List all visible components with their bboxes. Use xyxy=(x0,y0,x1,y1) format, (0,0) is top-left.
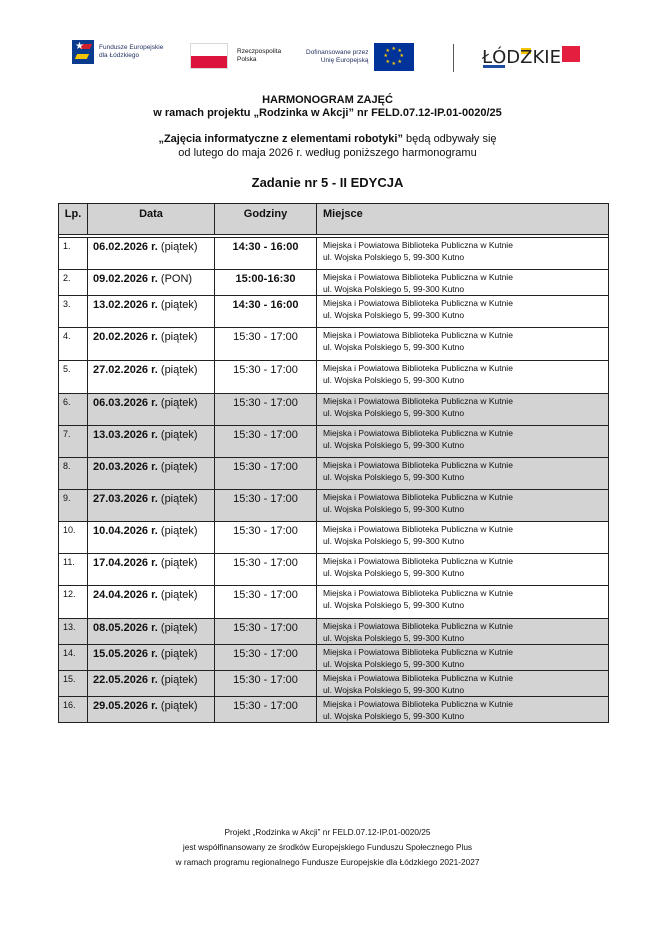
row-day: (piątek) xyxy=(160,461,198,473)
row-place-line2: ul. Wojska Polskiego 5, 99-300 Kutno xyxy=(323,685,465,695)
project-line: w ramach projektu „Rodzinka w Akcji” nr FELD.07.12-IP.01-0020/25 xyxy=(153,107,502,119)
row-place-line2: ul. Wojska Polskiego 5, 99-300 Kutno xyxy=(323,659,465,669)
row-date-cell xyxy=(88,522,215,554)
lodzkie-logo xyxy=(0,0,655,80)
row-date: 08.05.2026 r. xyxy=(93,622,158,634)
row-day: (piątek) xyxy=(160,241,198,253)
row-date-cell xyxy=(88,361,215,394)
row-hours: 15:30 - 17:00 xyxy=(215,426,317,458)
row-date: 24.04.2026 r. xyxy=(93,589,158,601)
row-number: 11. xyxy=(59,554,88,586)
row-place-line1: Miejska i Powiatowa Biblioteka Publiczna w Kutnie xyxy=(323,396,513,406)
row-place-line2: ul. Wojska Polskiego 5, 99-300 Kutno xyxy=(323,536,465,546)
footer-line3: w ramach programu regionalnego Fundusze Europejskie dla Łódzkiego 2021-2027 xyxy=(175,857,480,867)
row-number: 16. xyxy=(59,697,88,723)
row-date-cell xyxy=(88,697,215,723)
column-header-date: Data xyxy=(88,204,215,235)
row-place-line2: ul. Wojska Polskiego 5, 99-300 Kutno xyxy=(323,633,465,643)
column-header-place: Miejsce xyxy=(317,204,609,235)
row-place-line1: Miejska i Powiatowa Biblioteka Publiczna w Kutnie xyxy=(323,524,513,534)
row-place-line2: ul. Wojska Polskiego 5, 99-300 Kutno xyxy=(323,375,465,385)
row-hours: 15:30 - 17:00 xyxy=(215,619,317,645)
rp-logo-line1: Rzeczpospolita xyxy=(237,48,282,55)
row-day: (piątek) xyxy=(160,397,198,409)
row-day: (PON) xyxy=(160,273,193,285)
row-date: 20.02.2026 r. xyxy=(93,331,158,343)
row-day: (piątek) xyxy=(160,622,198,634)
row-date-cell xyxy=(88,270,215,296)
footer-line1: Projekt „Rodzinka w Akcji” nr FELD.07.12-IP.01-0020/25 xyxy=(224,827,431,837)
row-day: (piątek) xyxy=(160,557,198,569)
table-row xyxy=(59,697,609,723)
row-hours: 15:00-16:30 xyxy=(215,270,317,296)
row-day: (piątek) xyxy=(160,429,198,441)
row-place xyxy=(317,490,609,522)
row-place-line1: Miejska i Powiatowa Biblioteka Publiczna w Kutnie xyxy=(323,298,513,308)
table-header xyxy=(59,204,609,235)
row-day: (piątek) xyxy=(160,299,198,311)
row-place-line1: Miejska i Powiatowa Biblioteka Publiczna w Kutnie xyxy=(323,621,513,631)
row-place xyxy=(317,426,609,458)
table-row xyxy=(59,458,609,490)
table-row xyxy=(59,586,609,619)
table-row xyxy=(59,554,609,586)
row-date: 13.03.2026 r. xyxy=(93,429,158,441)
schedule-table xyxy=(58,203,609,723)
row-place xyxy=(317,394,609,426)
row-date: 06.03.2026 r. xyxy=(93,397,158,409)
row-number: 9. xyxy=(59,490,88,522)
column-header-lp: Lp. xyxy=(59,204,88,235)
row-place-line2: ul. Wojska Polskiego 5, 99-300 Kutno xyxy=(323,472,465,482)
table-row xyxy=(59,490,609,522)
row-hours: 15:30 - 17:00 xyxy=(215,394,317,426)
row-hours: 14:30 - 16:00 xyxy=(215,238,317,270)
row-number: 10. xyxy=(59,522,88,554)
row-place xyxy=(317,328,609,361)
row-number: 15. xyxy=(59,671,88,697)
row-place xyxy=(317,238,609,270)
row-number: 4. xyxy=(59,328,88,361)
fe-emblem-icon: ★ xyxy=(72,40,94,64)
row-hours: 14:30 - 16:00 xyxy=(215,296,317,328)
row-number: 13. xyxy=(59,619,88,645)
row-date-cell xyxy=(88,238,215,270)
row-place xyxy=(317,697,609,723)
task-title: Zadanie nr 5 - II EDYCJA xyxy=(251,175,404,190)
row-place-line1: Miejska i Powiatowa Biblioteka Publiczna w Kutnie xyxy=(323,699,513,709)
row-place-line1: Miejska i Powiatowa Biblioteka Publiczna w Kutnie xyxy=(323,330,513,340)
row-date: 10.04.2026 r. xyxy=(93,525,158,537)
row-place-line2: ul. Wojska Polskiego 5, 99-300 Kutno xyxy=(323,252,465,262)
row-place xyxy=(317,361,609,394)
row-day: (piątek) xyxy=(160,589,198,601)
row-number: 5. xyxy=(59,361,88,394)
row-number: 12. xyxy=(59,586,88,619)
row-place-line1: Miejska i Powiatowa Biblioteka Publiczna w Kutnie xyxy=(323,428,513,438)
row-hours: 15:30 - 17:00 xyxy=(215,586,317,619)
row-day: (piątek) xyxy=(160,525,198,537)
rp-logo-line2: Polska xyxy=(237,56,257,63)
row-date-cell xyxy=(88,296,215,328)
table-row xyxy=(59,522,609,554)
document-title: HARMONOGRAM ZAJĘĆ xyxy=(262,94,393,106)
row-day: (piątek) xyxy=(160,674,198,686)
row-place-line1: Miejska i Powiatowa Biblioteka Publiczna w Kutnie xyxy=(323,588,513,598)
row-place xyxy=(317,458,609,490)
row-date: 17.04.2026 r. xyxy=(93,557,158,569)
row-place xyxy=(317,522,609,554)
row-hours: 15:30 - 17:00 xyxy=(215,490,317,522)
row-place-line2: ul. Wojska Polskiego 5, 99-300 Kutno xyxy=(323,310,465,320)
row-day: (piątek) xyxy=(160,648,198,660)
row-date-cell xyxy=(88,671,215,697)
table-row xyxy=(59,645,609,671)
row-hours: 15:30 - 17:00 xyxy=(215,328,317,361)
row-place-line1: Miejska i Powiatowa Biblioteka Publiczna w Kutnie xyxy=(323,647,513,657)
row-date: 29.05.2026 r. xyxy=(93,700,158,712)
footer-line2: jest współfinansowany ze środków Europejskiego Funduszu Społecznego Plus xyxy=(182,842,473,852)
table-row xyxy=(59,394,609,426)
table-row xyxy=(59,238,609,270)
row-date-cell xyxy=(88,619,215,645)
lodzkie-red-square-icon xyxy=(562,46,580,62)
row-hours: 15:30 - 17:00 xyxy=(215,671,317,697)
row-place-line2: ul. Wojska Polskiego 5, 99-300 Kutno xyxy=(323,568,465,578)
row-place-line2: ul. Wojska Polskiego 5, 99-300 Kutno xyxy=(323,600,465,610)
table-row xyxy=(59,361,609,394)
table-row xyxy=(59,296,609,328)
row-place-line1: Miejska i Powiatowa Biblioteka Publiczna w Kutnie xyxy=(323,363,513,373)
row-date: 06.02.2026 r. xyxy=(93,241,158,253)
table-row xyxy=(59,426,609,458)
row-date-cell xyxy=(88,586,215,619)
row-date: 22.05.2026 r. xyxy=(93,674,158,686)
row-date-cell xyxy=(88,394,215,426)
row-place xyxy=(317,270,609,296)
row-day: (piątek) xyxy=(160,364,198,376)
column-header-hours: Godziny xyxy=(215,204,317,235)
row-place-line1: Miejska i Powiatowa Biblioteka Publiczna w Kutnie xyxy=(323,272,513,282)
row-number: 7. xyxy=(59,426,88,458)
row-number: 1. xyxy=(59,238,88,270)
row-place-line2: ul. Wojska Polskiego 5, 99-300 Kutno xyxy=(323,504,465,514)
row-place-line2: ul. Wojska Polskiego 5, 99-300 Kutno xyxy=(323,342,465,352)
row-hours: 15:30 - 17:00 xyxy=(215,361,317,394)
row-date-cell xyxy=(88,426,215,458)
ue-logo-line2: Unię Europejską xyxy=(320,57,369,64)
period-line: od lutego do maja 2026 r. według poniższego harmonogramu xyxy=(178,147,477,159)
eu-flag-icon: ★ ★ ★ ★ ★ ★ ★ ★ xyxy=(374,43,414,71)
row-number: 8. xyxy=(59,458,88,490)
course-suffix: będą odbywały się xyxy=(402,133,497,145)
row-date-cell xyxy=(88,328,215,361)
ue-logo-line1: Dofinansowane przez xyxy=(306,49,369,56)
table-row xyxy=(59,328,609,361)
row-hours: 15:30 - 17:00 xyxy=(215,697,317,723)
table-row xyxy=(59,270,609,296)
row-hours: 15:30 - 17:00 xyxy=(215,554,317,586)
row-number: 3. xyxy=(59,296,88,328)
row-place xyxy=(317,586,609,619)
row-day: (piątek) xyxy=(160,700,198,712)
row-place-line1: Miejska i Powiatowa Biblioteka Publiczna w Kutnie xyxy=(323,240,513,250)
row-day: (piątek) xyxy=(160,493,198,505)
fe-logo-line1: Fundusze Europejskie xyxy=(99,44,164,51)
row-date: 13.02.2026 r. xyxy=(93,299,158,311)
row-place-line1: Miejska i Powiatowa Biblioteka Publiczna w Kutnie xyxy=(323,556,513,566)
row-place-line2: ul. Wojska Polskiego 5, 99-300 Kutno xyxy=(323,711,465,721)
lodzkie-logo-text: ŁÓDZKIE xyxy=(482,47,561,68)
row-number: 14. xyxy=(59,645,88,671)
row-hours: 15:30 - 17:00 xyxy=(215,645,317,671)
row-number: 6. xyxy=(59,394,88,426)
row-date: 20.03.2026 r. xyxy=(93,461,158,473)
footer xyxy=(0,825,655,870)
fe-logo-line2: dla Łódzkiego xyxy=(99,52,140,59)
row-place xyxy=(317,296,609,328)
row-date: 27.02.2026 r. xyxy=(93,364,158,376)
course-name: „Zajęcia informatyczne z elementami robotyki” xyxy=(158,133,403,145)
row-place xyxy=(317,554,609,586)
row-place-line2: ul. Wojska Polskiego 5, 99-300 Kutno xyxy=(323,284,465,294)
row-hours: 15:30 - 17:00 xyxy=(215,458,317,490)
row-date: 09.02.2026 r. xyxy=(93,273,158,285)
row-date: 27.03.2026 r. xyxy=(93,493,158,505)
row-place-line1: Miejska i Powiatowa Biblioteka Publiczna w Kutnie xyxy=(323,673,513,683)
row-day: (piątek) xyxy=(160,331,198,343)
row-date-cell xyxy=(88,554,215,586)
row-place-line1: Miejska i Powiatowa Biblioteka Publiczna w Kutnie xyxy=(323,492,513,502)
table-row xyxy=(59,671,609,697)
row-date-cell xyxy=(88,645,215,671)
row-number: 2. xyxy=(59,270,88,296)
row-date-cell xyxy=(88,490,215,522)
row-hours: 15:30 - 17:00 xyxy=(215,522,317,554)
row-place-line1: Miejska i Powiatowa Biblioteka Publiczna w Kutnie xyxy=(323,460,513,470)
course-line xyxy=(0,133,655,146)
row-date-cell xyxy=(88,458,215,490)
row-date: 15.05.2026 r. xyxy=(93,648,158,660)
row-place xyxy=(317,671,609,697)
row-place-line2: ul. Wojska Polskiego 5, 99-300 Kutno xyxy=(323,440,465,450)
table-row xyxy=(59,619,609,645)
row-place xyxy=(317,619,609,645)
row-place xyxy=(317,645,609,671)
row-place-line2: ul. Wojska Polskiego 5, 99-300 Kutno xyxy=(323,408,465,418)
